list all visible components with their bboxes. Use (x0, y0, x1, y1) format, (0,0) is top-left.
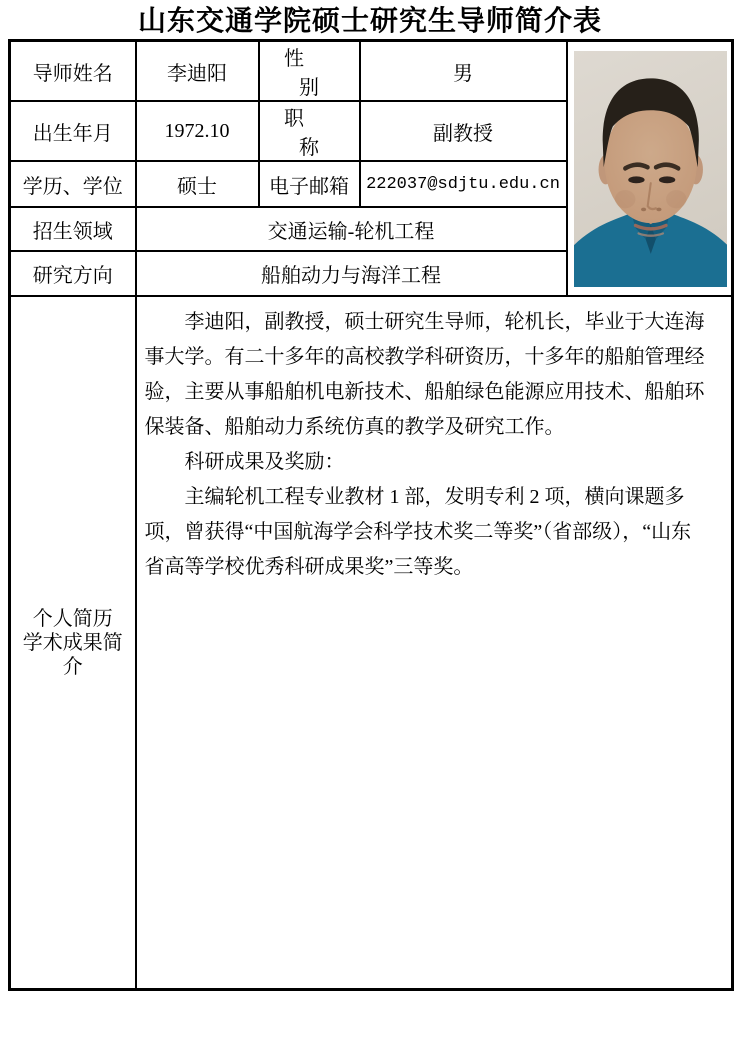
table-row (10, 41, 733, 102)
birth-value: 1972.10 (136, 101, 259, 161)
degree-label: 学历、学位 (10, 161, 136, 207)
gender-value: 男 (360, 41, 567, 102)
degree-value: 硕士 (136, 161, 259, 207)
portrait-photo-drawing (574, 51, 728, 287)
supervisor-info-table (8, 39, 734, 991)
bio-paragraph: 李迪阳，副教授，硕士研究生导师，轮机长，毕业于大连海事大学。有二十多年的高校教学科研资历，十多年的船舶管理经验，主要从事船舶机电新技术、船舶绿色能源应用技术、船舶环保装备、船舶动力系统仿真的教学及研究工作。 (144, 311, 705, 438)
job-title-label: 职称 (259, 101, 360, 161)
gender-label: 性别 (259, 41, 360, 102)
name-value: 李迪阳 (136, 41, 259, 102)
page-title: 山东交通学院硕士研究生导师简介表 (137, 5, 602, 36)
bio-label-line1: 个人简历 (32, 607, 113, 630)
bio-label (10, 296, 136, 990)
research-label: 研究方向 (10, 251, 136, 296)
enrollment-label: 招生领域 (10, 207, 136, 251)
portrait-photo-cell (567, 41, 733, 297)
bio-content-cell (136, 296, 733, 990)
job-title-value: 副教授 (360, 101, 567, 161)
table-row (10, 296, 733, 990)
research-value: 船舶动力与海洋工程 (136, 251, 567, 296)
name-label: 导师姓名 (10, 41, 136, 102)
bio-content (145, 305, 712, 585)
bio-label-line2: 学术成果简介 (22, 631, 123, 678)
bio-paragraph: 科研成果及奖励： (184, 451, 345, 473)
portrait-photo (574, 51, 728, 287)
email-label: 电子邮箱 (259, 161, 360, 207)
bio-paragraph: 主编轮机工程专业教材 1 部，发明专利 2 项，横向课题多项，曾获得“中国航海学会科学技术奖二等奖”（省部级），“山东省高等学校优秀科研成果奖”三等奖。 (144, 486, 692, 578)
email-value: 222037@sdjtu.edu.cn (360, 161, 567, 207)
birth-label: 出生年月 (10, 101, 136, 161)
enrollment-value: 交通运输-轮机工程 (136, 207, 567, 251)
